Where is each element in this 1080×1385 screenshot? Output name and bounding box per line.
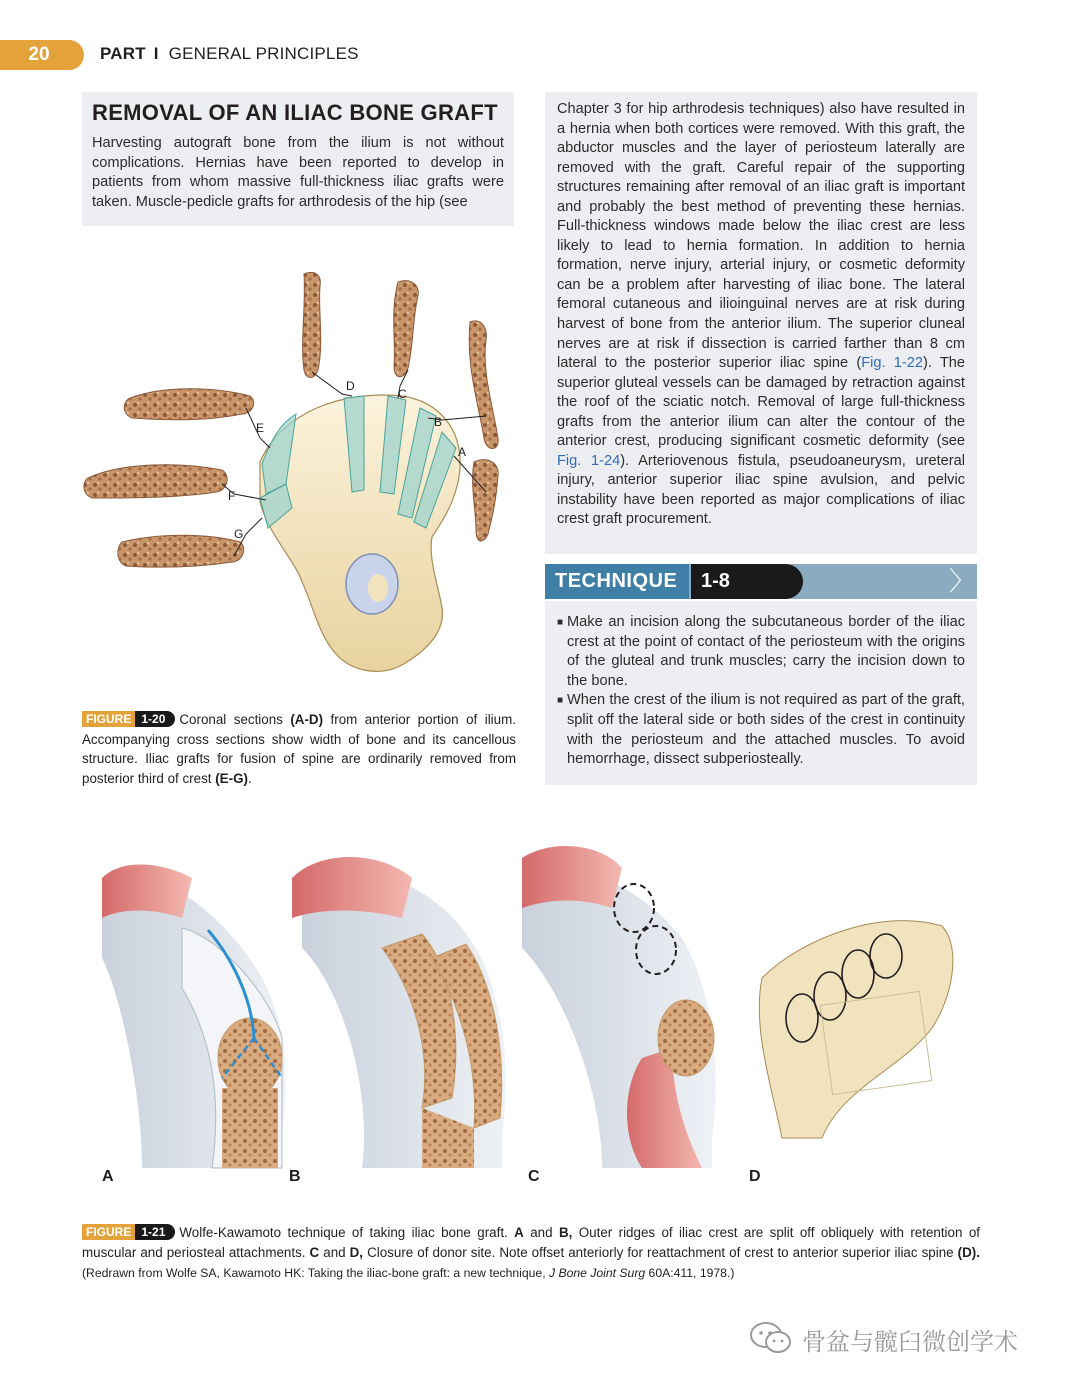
caption-text: Coronal sections (179, 712, 291, 727)
step-text: When the crest of the ilium is not required as part of the graft, split off the lateral side or both sides of the crest in continuity with the periosteum and the attached muscles. To avoid hemorrhage, dissect subperiosteally. (567, 692, 965, 768)
running-head (100, 44, 359, 64)
removal-box (82, 92, 514, 226)
caption-citation: 60A:411, 1978.) (645, 1266, 735, 1281)
caption-bold: C (309, 1244, 320, 1260)
section-title: REMOVAL OF AN ILIAC BONE GRAFT (92, 100, 498, 125)
watermark-text: 骨盆与髋臼微创学术 (802, 1328, 1018, 1356)
figure-1-21-illustration (82, 838, 982, 1192)
caption-journal: J Bone Joint Surg (548, 1266, 646, 1281)
figure-1-20-illustration (82, 262, 522, 702)
cross-section-f (84, 465, 227, 498)
section-name: GENERAL PRINCIPLES (168, 44, 359, 63)
technique-step (557, 613, 965, 691)
caption-text: Wolfe-Kawamoto technique of taking iliac bone graft. (179, 1225, 515, 1240)
caption-text: and (523, 1225, 559, 1240)
cross-section-g (118, 535, 244, 567)
label-b: B (434, 415, 443, 429)
caption-bold: (A-D) (290, 712, 324, 727)
caption-text: and (319, 1244, 350, 1260)
continued-text-1: Chapter 3 for hip arthrodesis techniques) also have resulted in a hernia when both cortices were removed. With this graft, the abductor muscles and the layer of periosteum laterally are removed with the graft. Careful repair of the supporting structures remaining after removal of an iliac graft is important and probably the best method of preventing these hernias. Full-thickness windows made below the iliac crest are less likely to lead to hernia formation. In addition to hernia formation, nerve injury, arterial injury, or cosmetic deformity can be a problem after harvesting of iliac bone. The lateral femoral cutaneous and ilioinguinal nerves are at risk during harvest of bone from the anterior ilium. The superior cluneal nerves are at risk if dissection is carried farther than 8 cm lateral to the posterior superior iliac spine ( (557, 101, 965, 372)
panel-label-c: C (528, 1168, 540, 1185)
figure-tag: FIGURE (82, 711, 135, 727)
step-text: Make an incision along the subcutaneous border of the iliac crest at the point of contact of the periosteum with the origins of the gluteal and trunk muscles; carry the incision down to the bone. (567, 614, 965, 689)
label-a: A (458, 445, 467, 459)
cross-section-d (303, 273, 321, 378)
caption-bold: (D). (957, 1244, 980, 1260)
caption-bold: D, (349, 1244, 364, 1260)
technique-header (545, 564, 977, 599)
panel-c-muscle (522, 846, 622, 908)
continued-paragraph (557, 100, 965, 530)
caption-text: from anterior portion of ilium. Accompanying cross sections show width of bone and its cancellous structure. Iliac grafts for fusion of spine are ordinarily removed from posterior third of crest (82, 712, 516, 786)
panel-a-muscle (102, 864, 192, 918)
technique-box (545, 601, 977, 785)
figure-tag: FIGURE (82, 1224, 135, 1240)
part-label: PART (100, 44, 146, 63)
fig-1-22-link[interactable]: Fig. 1-22 (861, 355, 923, 372)
technique-steps (557, 613, 965, 770)
caption-bold: (E-G) (215, 770, 248, 786)
panel-label-b: B (289, 1168, 301, 1185)
technique-label: TECHNIQUE (545, 564, 689, 599)
label-e: E (256, 421, 265, 435)
bullet-icon: ■ (557, 617, 564, 628)
removal-paragraph: Harvesting autograft bone from the ilium is not without complications. Hernias have been reported to develop in patients from whom massive full-thickness iliac grafts were taken. Muscle-pedicle grafts for arthrodesis of the hip (see (92, 135, 504, 210)
cross-section-a (473, 460, 499, 541)
caption-text: . (247, 770, 252, 786)
part-numeral: I (153, 44, 159, 63)
watermark (748, 1320, 1058, 1356)
continued-box (545, 92, 977, 554)
label-f: F (228, 489, 236, 503)
continued-text-3: ). Arteriovenous fistula, pseudoaneurysm, ureteral injury, anterior superior iliac spine avulsion, and pelvic instability have been reported as major complications of iliac crest graft procurement. (557, 452, 965, 528)
caption-bold: A (514, 1225, 524, 1240)
figure-number: 1-21 (135, 1224, 175, 1240)
page-number: 20 (28, 44, 50, 65)
panel-label-d: D (749, 1168, 761, 1185)
panel-b-muscle (292, 857, 412, 918)
figure-1-21-caption (82, 1223, 980, 1284)
technique-step (557, 691, 965, 769)
panel-label-a: A (102, 1168, 114, 1185)
figure-number: 1-20 (135, 711, 175, 727)
wolfe-kawamoto-illustration (82, 838, 982, 1192)
fig-1-24-link[interactable]: Fig. 1-24 (557, 452, 621, 469)
caption-text: Closure of donor site. Note offset anteriorly for reattachment of crest to anterior superior iliac spine (363, 1244, 958, 1260)
technique-number: 1-8 (691, 564, 803, 599)
ilium-illustration (82, 262, 522, 702)
wechat-icon (748, 1320, 794, 1356)
label-c: C (398, 387, 407, 401)
caption-citation: (Redrawn from Wolfe SA, Kawamoto HK: Taking the iliac-bone graft: a new technique, (82, 1266, 549, 1281)
figure-1-20-caption (82, 710, 516, 788)
caption-text: Outer ridges of iliac crest are split off obliquely with retention of muscular and periosteal attachments. (82, 1225, 980, 1260)
caption-bold: B, (558, 1225, 573, 1240)
continued-text-2: ). The superior gluteal vessels can be damaged by retraction against the roof of the sciatic notch. Removal of large full-thickness grafts from the anterior ilium can alter the contour of the anterior crest, producing significant cosmetic deformity (see (557, 355, 965, 450)
bullet-icon: ■ (557, 695, 564, 707)
cross-section-e (124, 389, 253, 420)
label-d: D (346, 379, 355, 393)
label-g: G (234, 527, 244, 541)
cross-section-c (394, 281, 419, 377)
cross-section-b (469, 321, 498, 449)
chevron-right-icon: 〉 (948, 566, 975, 596)
